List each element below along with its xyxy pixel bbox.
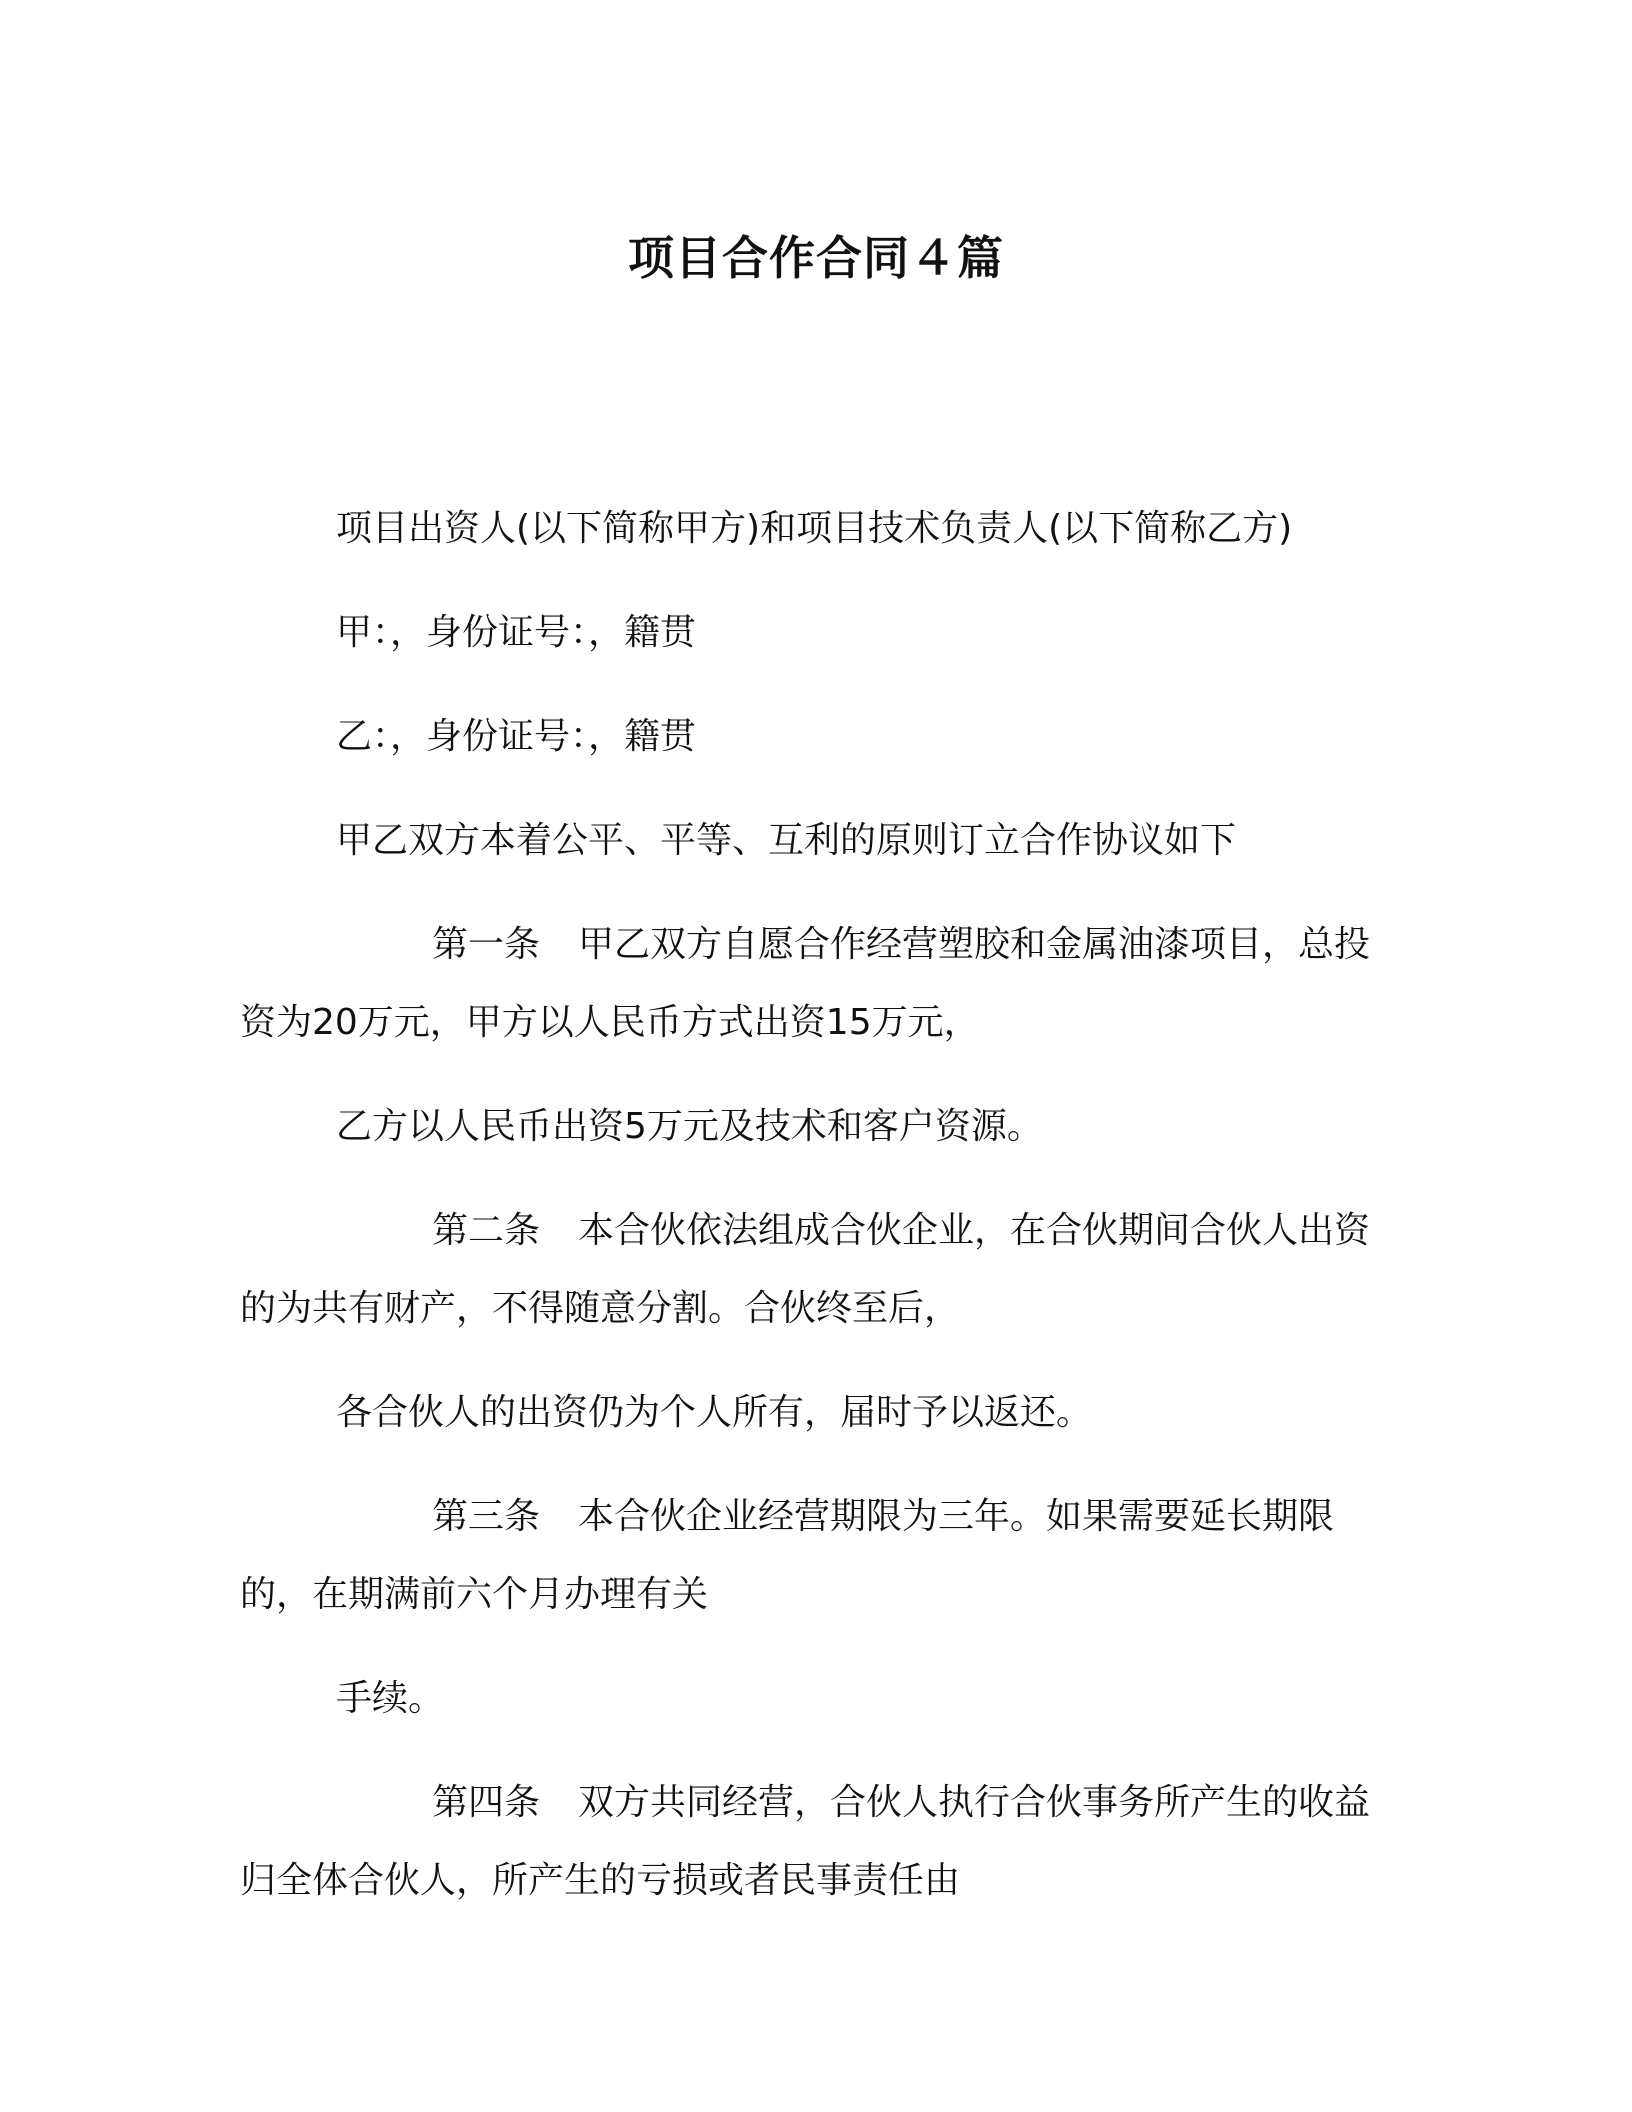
paragraph-party-b: 乙：，身份证号：，籍贯 <box>336 716 697 757</box>
paragraph-article-3-continued: 手续。 <box>336 1678 445 1719</box>
clause-number: 第二条 <box>432 1210 541 1251</box>
clause-text: 甲乙双方自愿合作经营塑胶和金属油漆项目，总投资为20万元，甲方以人民币方式出资15万元， <box>240 924 1371 1043</box>
clause-text: 本合伙企业经营期限为三年。如果需要延长期限的，在期满前六个月办理有关 <box>240 1496 1335 1615</box>
clause-text: 本合伙依法组成合伙企业，在合伙期间合伙人出资的为共有财产，不得随意分割。合伙终至后， <box>240 1210 1371 1329</box>
paragraph-party-a: 甲：，身份证号：，籍贯 <box>336 612 697 653</box>
clause-number: 第四条 <box>432 1782 541 1823</box>
clause-text: 双方共同经营，合伙人执行合伙事务所产生的收益归全体合伙人，所产生的亏损或者民事责任由 <box>240 1782 1371 1901</box>
paragraph-article-1-continued: 乙方以人民币出资5万元及技术和客户资源。 <box>336 1106 1043 1147</box>
paragraph-article-2-continued: 各合伙人的出资仍为个人所有，届时予以返还。 <box>336 1392 1093 1433</box>
paragraph-article-3 <box>240 1478 1380 1634</box>
document-title: 项目合作合同４篇 <box>628 231 1004 285</box>
clause-number: 第一条 <box>432 924 541 965</box>
paragraph-article-1 <box>240 906 1380 1062</box>
paragraph-article-4 <box>240 1764 1380 1920</box>
paragraph-principle: 甲乙双方本着公平、平等、互利的原则订立合作协议如下 <box>336 820 1237 861</box>
paragraph-article-2 <box>240 1192 1380 1348</box>
document-body <box>240 490 1380 1920</box>
paragraph-intro: 项目出资人(以下简称甲方)和项目技术负责人(以下简称乙方) <box>336 508 1293 549</box>
clause-number: 第三条 <box>432 1496 541 1537</box>
